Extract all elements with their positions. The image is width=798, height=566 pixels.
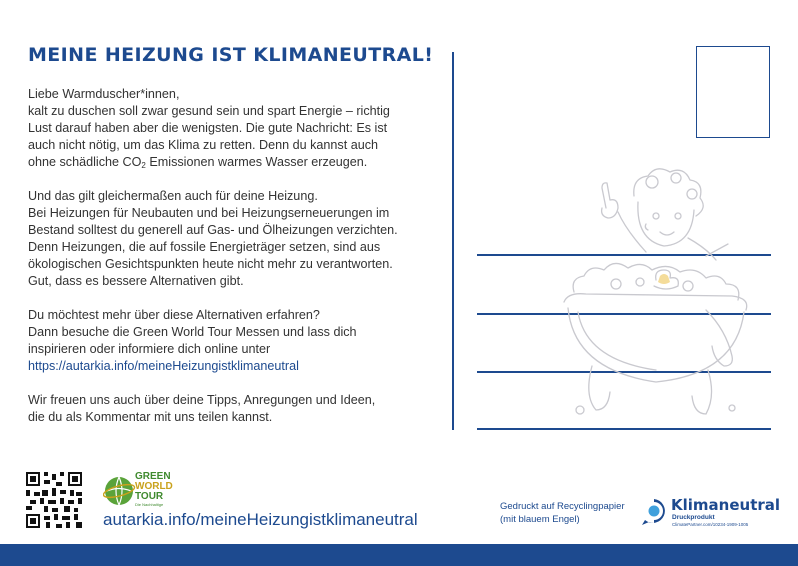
text-line: Wir freuen uns auch über deine Tipps, Anregungen und Ideen, xyxy=(28,393,376,407)
text-line: ökologischen Gesichtspunkten heute nicht mehr zu verantworten. xyxy=(28,257,393,271)
text-line: Denn Heizungen, die auf fossile Energieträger setzen, sind aus xyxy=(28,240,381,254)
text-line: inspirieren oder informiere dich online unter xyxy=(28,342,271,356)
text-line-co2 xyxy=(28,154,438,171)
green-world-tour-logo xyxy=(135,472,173,507)
printed-note-line: (mit blauem Engel) xyxy=(500,514,580,525)
bottom-bar xyxy=(0,544,798,566)
text-line: Gut, dass es bessere Alternativen gibt. xyxy=(28,274,244,288)
printed-note-line: Gedruckt auf Recyclingpapier xyxy=(500,501,625,512)
text-line: kalt zu duschen soll zwar gesund sein und spart Energie – richtig xyxy=(28,104,390,118)
paragraph-heating xyxy=(28,188,438,290)
text-line: Du möchtest mehr über diese Alternativen erfahren? xyxy=(28,308,320,322)
text-line: Dann besuche die Green World Tour Messen und lass dich xyxy=(28,325,357,339)
text-fragment: Emissionen warmes Wasser erzeugen. xyxy=(145,155,368,169)
klimaneutral-subtitle: Druckprodukt xyxy=(672,514,715,521)
address-line-4 xyxy=(477,428,771,430)
text-line: Liebe Warmduscher*innen, xyxy=(28,87,180,101)
text-line: auch nicht nötig, um das Klima zu retten. Denn du kannst auch xyxy=(28,138,379,152)
text-line: Und das gilt gleichermaßen auch für deine Heizung. xyxy=(28,189,318,203)
text-fragment: ohne schädliche CO xyxy=(28,155,142,169)
logo-word-world: WORLD xyxy=(135,481,173,492)
text-line: Bei Heizungen für Neubauten und bei Heizungserneuerungen im xyxy=(28,206,390,220)
subscript-2: 2 xyxy=(141,161,146,170)
text-line: Lust darauf haben aber die wenigsten. Die gute Nachricht: Es ist xyxy=(28,121,388,135)
paragraph-greeting xyxy=(28,86,438,171)
qr-code xyxy=(26,472,82,528)
message-body xyxy=(28,86,438,443)
klimaneutral-logo-icon xyxy=(640,497,668,527)
paragraph-alternatives xyxy=(28,307,438,375)
footer-url[interactable]: autarkia.info/meineHeizungistklimaneutral xyxy=(103,510,418,529)
logo-word-tour: TOUR xyxy=(135,491,164,502)
info-link[interactable]: https://autarkia.info/meineHeizungistklimaneutral xyxy=(28,359,299,373)
stamp-box xyxy=(696,46,770,138)
klimaneutral-id: ClimatePartner.com/10234-1909-1005 xyxy=(672,522,749,527)
paragraph-closing xyxy=(28,392,438,426)
text-line: die du als Kommentar mit uns teilen kannst. xyxy=(28,410,273,424)
logo-tagline: Die Nachhaltige xyxy=(135,502,164,507)
vertical-divider xyxy=(452,52,454,430)
text-line: Bestand solltest du generell auf Gas- und Ölheizungen verzichten. xyxy=(28,223,398,237)
child-in-bathtub-illustration xyxy=(556,160,756,426)
printed-note xyxy=(500,500,625,526)
klimaneutral-title: Klimaneutral xyxy=(671,496,781,514)
logo-word-green: GREEN xyxy=(135,471,171,482)
headline: MEINE HEIZUNG IST KLIMANEUTRAL! xyxy=(28,44,434,66)
